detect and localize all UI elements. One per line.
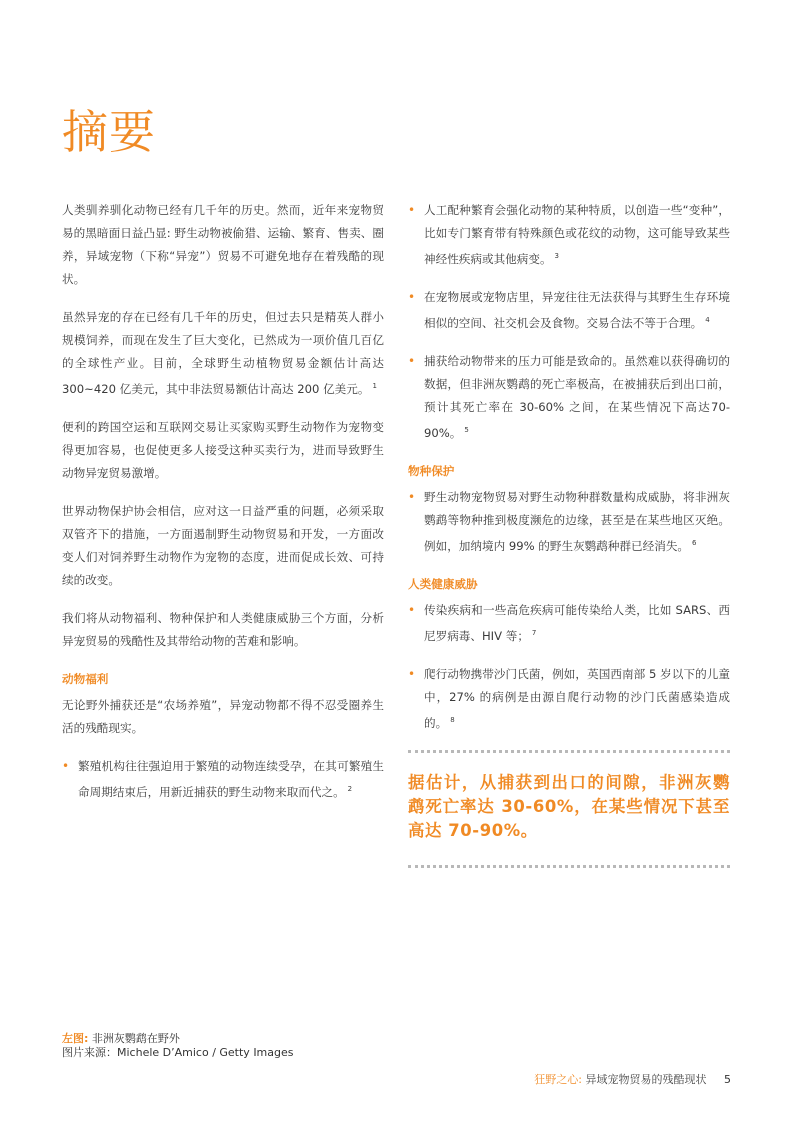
section-heading-human-health: 人类健康威胁 (408, 577, 478, 591)
page-footer (534, 1071, 731, 1087)
footnote-ref[interactable]: 2 (347, 785, 353, 793)
photo-credit: 图片来源：Michele D’Amico / Getty Images (62, 1046, 294, 1059)
bullet-icon: • (408, 354, 416, 368)
list-item: • 爬行动物携带沙门氏菌，例如，英国西南部 5 岁以下的儿童中，27% 的病例是由源自爬行动物的沙门氏菌感染造成的。 $^8$ (408, 663, 730, 735)
caption-text: 非洲灰鹦鹉在野外 (91, 1032, 180, 1045)
bullet-icon: • (408, 603, 416, 617)
page-title: 摘要 (62, 105, 156, 159)
bullet-icon: • (408, 203, 416, 217)
list-item: • 传染疾病和一些高危疾病可能传染给人类，比如 SARS、西尼罗病毒、HIV 等； $^7$ (408, 599, 730, 648)
dotted-divider (408, 750, 730, 753)
paragraph: 无论野外捕获还是“农场养殖”，异宠动物都不得不忍受圈养生活的残酷现实。 (62, 698, 384, 735)
pull-quote: 据估计，从捕获到出口的间隙，非洲灰鹦鹉死亡率达 30-60%，在某些情况下甚至高达 70-90%。 (408, 773, 730, 840)
list-item: • 在宠物展或宠物店里，异宠往往无法获得与其野生生存环境相似的空间、社交机会及食物。交易合法不等于合理。 $^4$ (408, 286, 730, 335)
footnote-ref[interactable]: 5 (464, 426, 469, 434)
dotted-divider (408, 865, 730, 868)
paragraph: 世界动物保护协会相信，应对这一日益严重的问题，必须采取双管齐下的措施，一方面遏制野生动物贸易和开发，一方面改变人们对饲养野生动物作为宠物的态度，进而促成长效、可持续的改变。 (62, 504, 384, 587)
bullet-icon: • (408, 490, 416, 504)
paragraph: 我们将从动物福利、物种保护和人类健康威胁三个方面，分析异宠贸易的残酷性及其带给动物的苦难和影响。 (62, 611, 384, 648)
image-caption (62, 1032, 294, 1060)
paragraph: 人类驯养驯化动物已经有几千年的历史。然而，近年来宠物贸易的黑暗面日益凸显: 野生动物被偷猎、运输、繁育、售卖、圈养，异域宠物（下称“异宠”）贸易不可避免地存在着残酷的现状。 (62, 203, 384, 286)
list-item: • 繁殖机构往往强迫用于繁殖的动物连续受孕，在其可繁殖生命周期结束后，用新近捕获的野生动物来取而代之。 $^2$ (62, 755, 384, 804)
bullet-icon: • (62, 759, 70, 773)
bullet-icon: • (408, 290, 416, 304)
footnote-ref[interactable]: 1 (372, 382, 377, 390)
paragraph: 便利的跨国空运和互联网交易让买家购买野生动物作为宠物变得更加容易，也促使更多人接受这种买卖行为，进而导致野生动物异宠贸易激增。 (62, 420, 384, 480)
caption-label: 左图: (62, 1032, 89, 1045)
page-number: 5 (724, 1073, 731, 1086)
footnote-ref[interactable]: 8 (450, 716, 455, 724)
footer-title: 异域宠物贸易的残酷现状 (585, 1073, 707, 1086)
bullet-icon: • (408, 667, 416, 681)
paragraph: 虽然异宠的存在已经有几千年的历史，但过去只是精英人群小规模饲养，而现在发生了巨大变化，已然成为一项价值几百亿的全球性产业。目前，全球野生动植物贸易金额估计高达300~420 亿美元，其中非法贸易额估计高达 200 亿美元。 $^1$ (62, 310, 384, 396)
footnote-ref[interactable]: 6 (692, 539, 697, 547)
section-heading-species-protection: 物种保护 (408, 464, 455, 478)
footnote-ref[interactable]: 7 (531, 629, 537, 637)
footnote-ref[interactable]: 4 (705, 316, 710, 324)
section-heading-animal-welfare: 动物福利 (62, 672, 109, 686)
footnote-ref[interactable]: 3 (554, 252, 560, 260)
left-column (62, 199, 384, 819)
list-item: • 人工配种繁育会强化动物的某种特质，以创造一些“变种”，比如专门繁育带有特殊颜色或花纹的动物，这可能导致某些神经性疾病或其他病变。 $^3$ (408, 199, 730, 271)
right-column (408, 199, 730, 868)
list-item: • 野生动物宠物贸易对野生动物种群数量构成威胁，将非洲灰鹦鹉等物种推到极度濒危的边缘，甚至是在某些地区灭绝。例如，加纳境内 99% 的野生灰鹦鹉种群已经消失。 $^6$ (408, 486, 730, 558)
footer-brand: 狂野之心: (534, 1073, 582, 1086)
list-item: • 捕获给动物带来的压力可能是致命的。虽然难以获得确切的数据，但非洲灰鹦鹉的死亡率极高，在被捕获后到出口前，预计其死亡率在 30-60% 之间，在某些情况下高达70-90%。 $^5$ (408, 350, 730, 445)
